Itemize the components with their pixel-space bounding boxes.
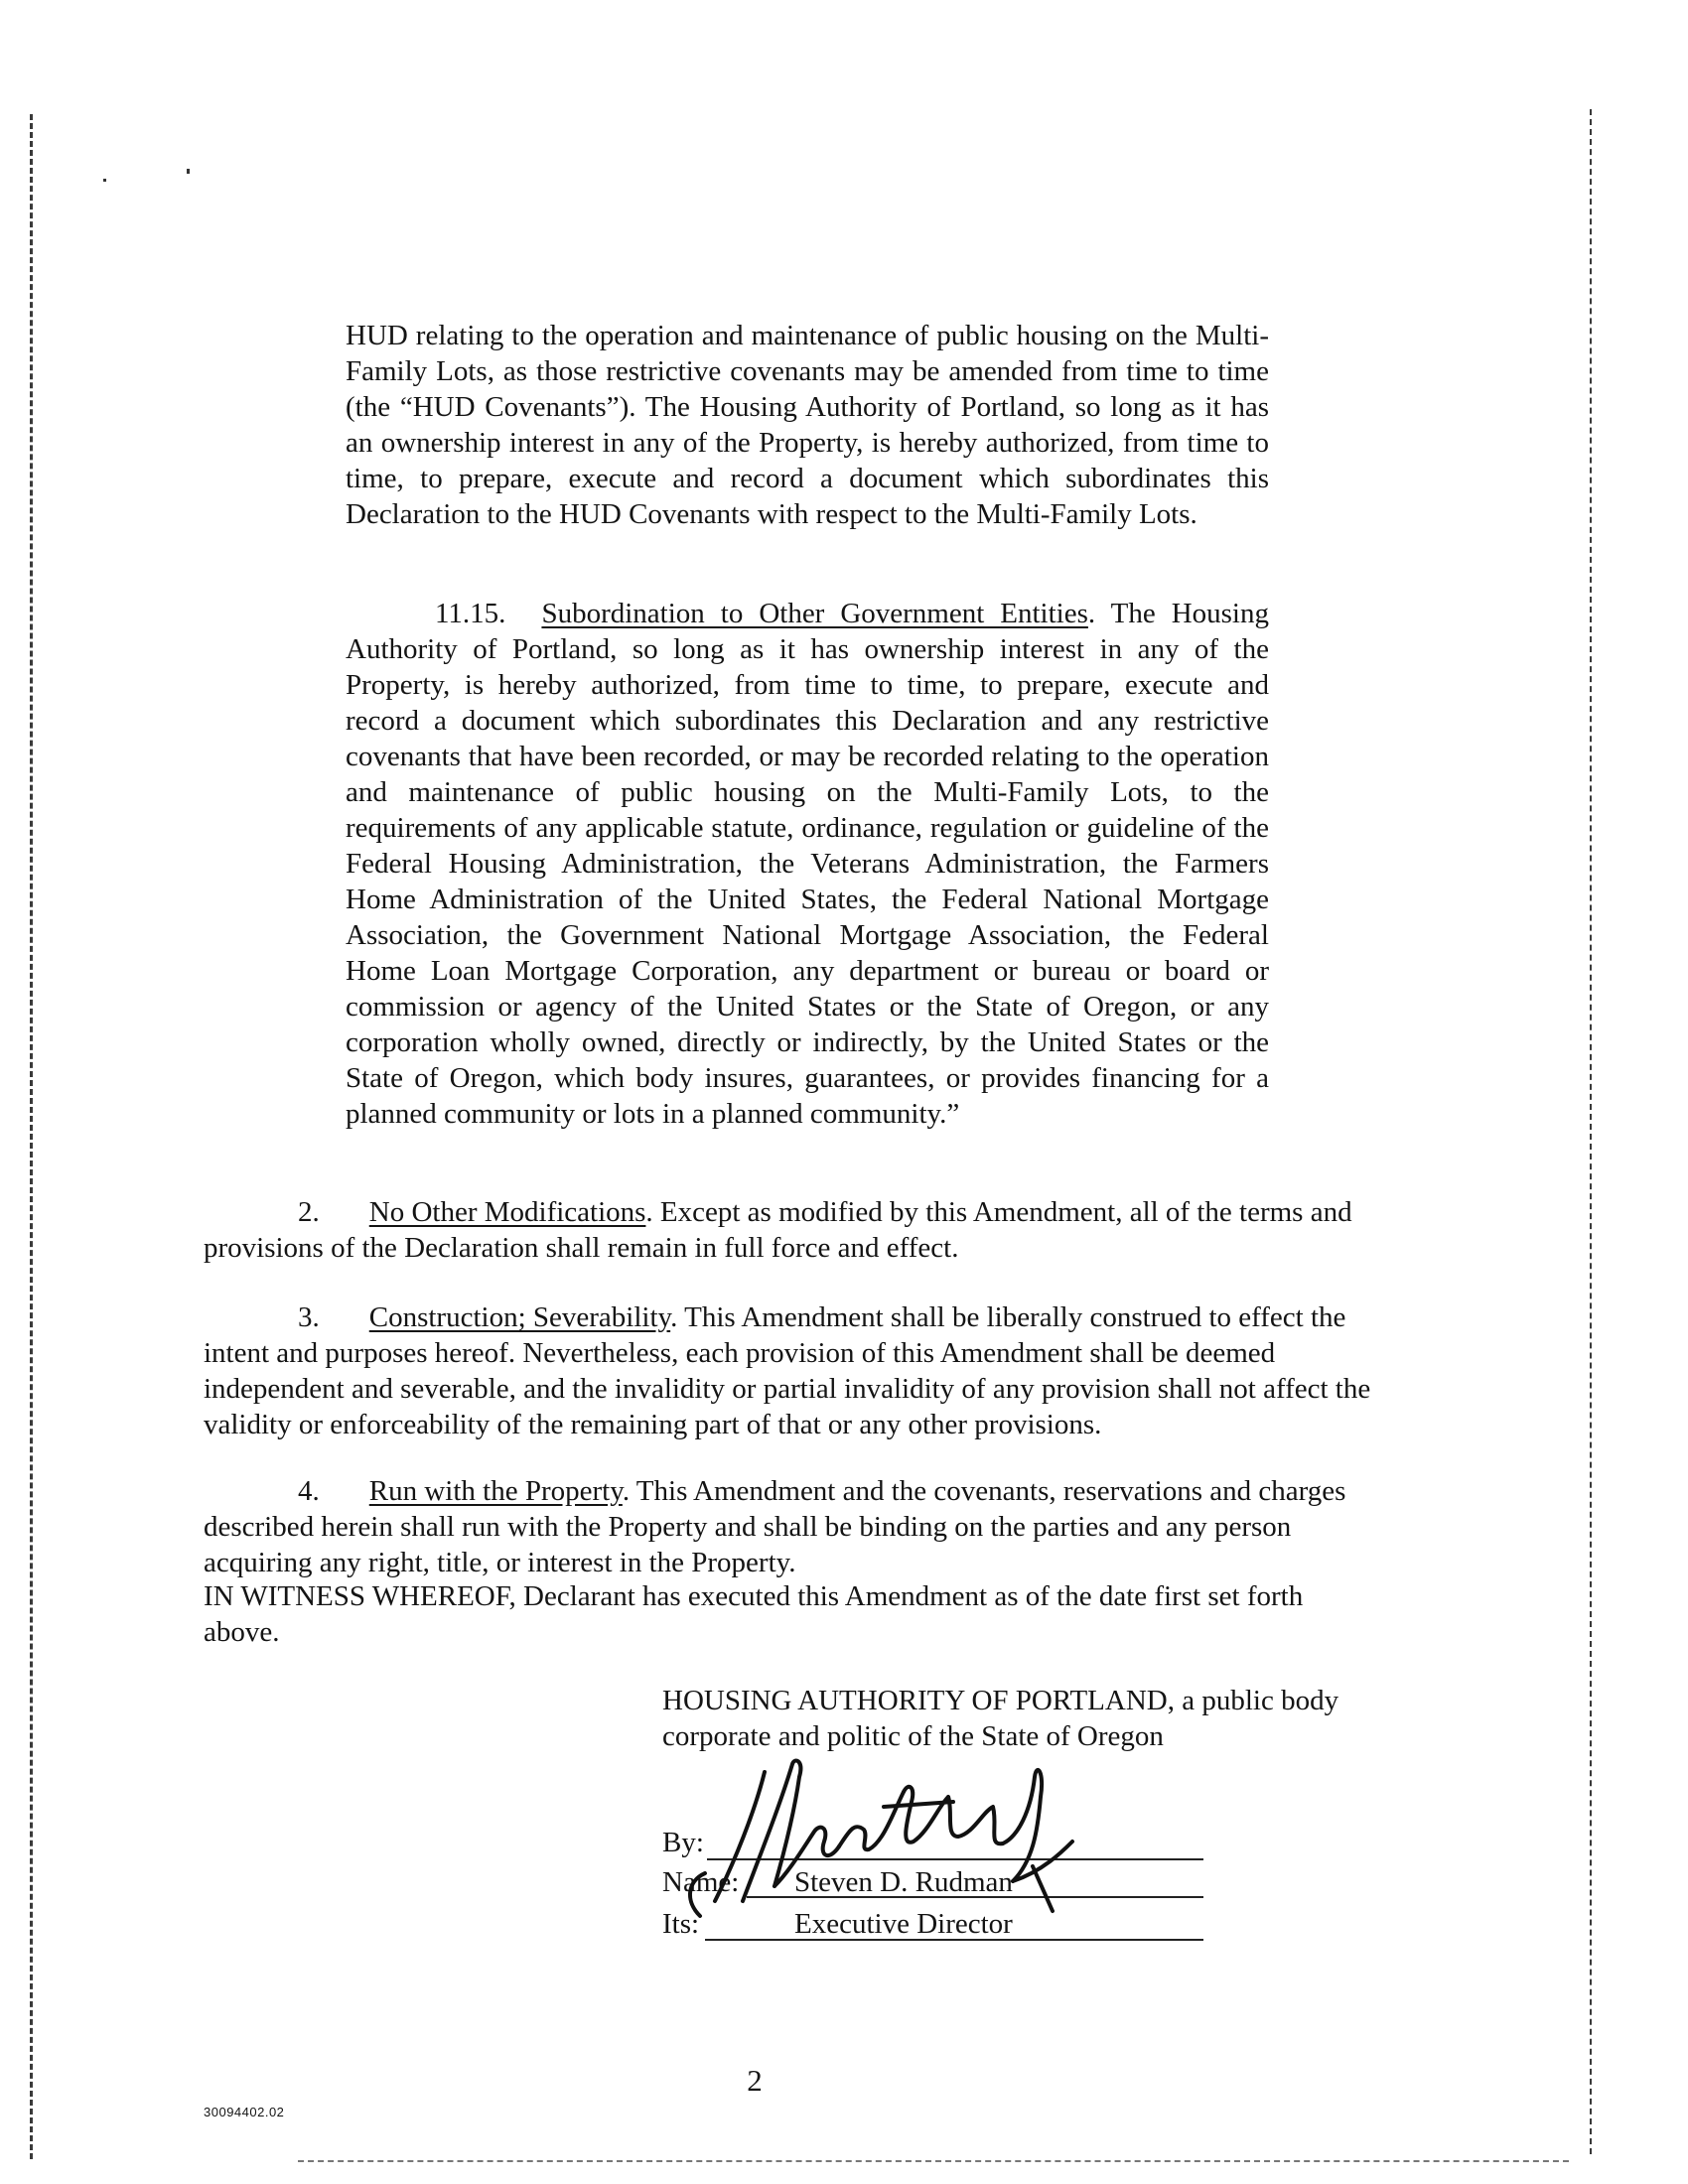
section-11-15-heading: Subordination to Other Government Entities — [541, 598, 1088, 629]
name-value: Steven D. Rudman — [794, 1866, 1013, 1898]
section-3 — [204, 1299, 1385, 1442]
section-2 — [204, 1194, 1385, 1266]
scan-left-edge-artifact — [30, 114, 33, 2159]
scan-right-edge-artifact — [1590, 109, 1592, 2154]
scan-bottom-edge-artifact — [298, 2160, 1569, 2162]
section-2-number: 2. — [298, 1196, 320, 1228]
its-value: Executive Director — [794, 1908, 1013, 1940]
section-3-heading: Construction; Severability — [368, 1301, 671, 1333]
by-label: By: — [662, 1827, 704, 1858]
section-4-body: . This Amendment and the covenants, reservations and charges described herein shall run with the Property and shall be binding on the parties and any person acquiring any right, title, or interest in the Property. — [204, 1475, 1346, 1578]
section-11-15-body: . The Housing Authority of Portland, so long as it has ownership interest in any of the Property, is hereby authorized, from time to time, to prepare, execute and record a document which subordinates this Declaration and any restrictive covenants that have been recorded, or may be recorded relating to the operation and maintenance of public housing on the Multi-Family Lots, to the requirements of any applicable statute, ordinance, regulation or guideline of the Federal Housing Administration, the Veterans Administration, the Farmers Home Administration of the United States, the Federal National Mortgage Association, the Government National Mortgage Association, the Federal Home Loan Mortgage Corporation, any department or bureau or board or commission or agency of the United States or the State of Oregon, or any corporation wholly owned, directly or indirectly, by the United States or the State of Oregon, which body insures, guarantees, or provides financing for a planned community or lots in a planned community.” — [346, 598, 1269, 1130]
section-3-number: 3. — [298, 1301, 320, 1333]
section-4-number: 4. — [298, 1475, 320, 1507]
scan-speck — [103, 179, 106, 182]
signatory-entity-line-2: corporate and politic of the State of Oregon — [662, 1720, 1164, 1752]
handwritten-signature — [655, 1752, 1092, 1921]
paragraph-hud-covenants: HUD relating to the operation and maintenance of public housing on the Multi-Family Lots, as those restrictive covenants may be amended from time to time (the “HUD Covenants”). The Housing Authority of Portland, so long as it has an ownership interest in any of the Property, is hereby authorized, from time to time, to prepare, execute and record a document which subordinates this Declaration to the HUD Covenants with respect to the Multi-Family Lots. — [346, 320, 1269, 530]
section-11-15-number: 11.15. — [435, 598, 506, 629]
section-4 — [204, 1473, 1385, 1580]
name-label: Name: — [662, 1866, 740, 1898]
its-line — [705, 1939, 1203, 1941]
section-3-body: . This Amendment shall be liberally construed to effect the intent and purposes hereof. Nevertheless, each provision of this Amendment shall be deemed independent and severable, and the invalidity or partial invalidity of any provision shall not affect the validity or enforceability of the remaining part of that or any other provisions. — [204, 1301, 1371, 1440]
section-4-heading: Run with the Property — [368, 1475, 623, 1507]
document-number: 30094402.02 — [204, 2105, 285, 2119]
scan-speck — [187, 169, 190, 174]
section-11-15 — [346, 596, 1269, 1132]
section-2-body: . Except as modified by this Amendment, all of the terms and provisions of the Declaration shall remain in full force and effect. — [204, 1196, 1352, 1264]
witness-clause: IN WITNESS WHEREOF, Declarant has executed this Amendment as of the date first set forth above. — [204, 1580, 1304, 1648]
signatory-entity-line-1: HOUSING AUTHORITY OF PORTLAND, a public body — [662, 1685, 1339, 1716]
page-number: 2 — [747, 2063, 763, 2098]
its-label: Its: — [662, 1908, 700, 1940]
section-2-heading: No Other Modifications — [368, 1196, 646, 1228]
